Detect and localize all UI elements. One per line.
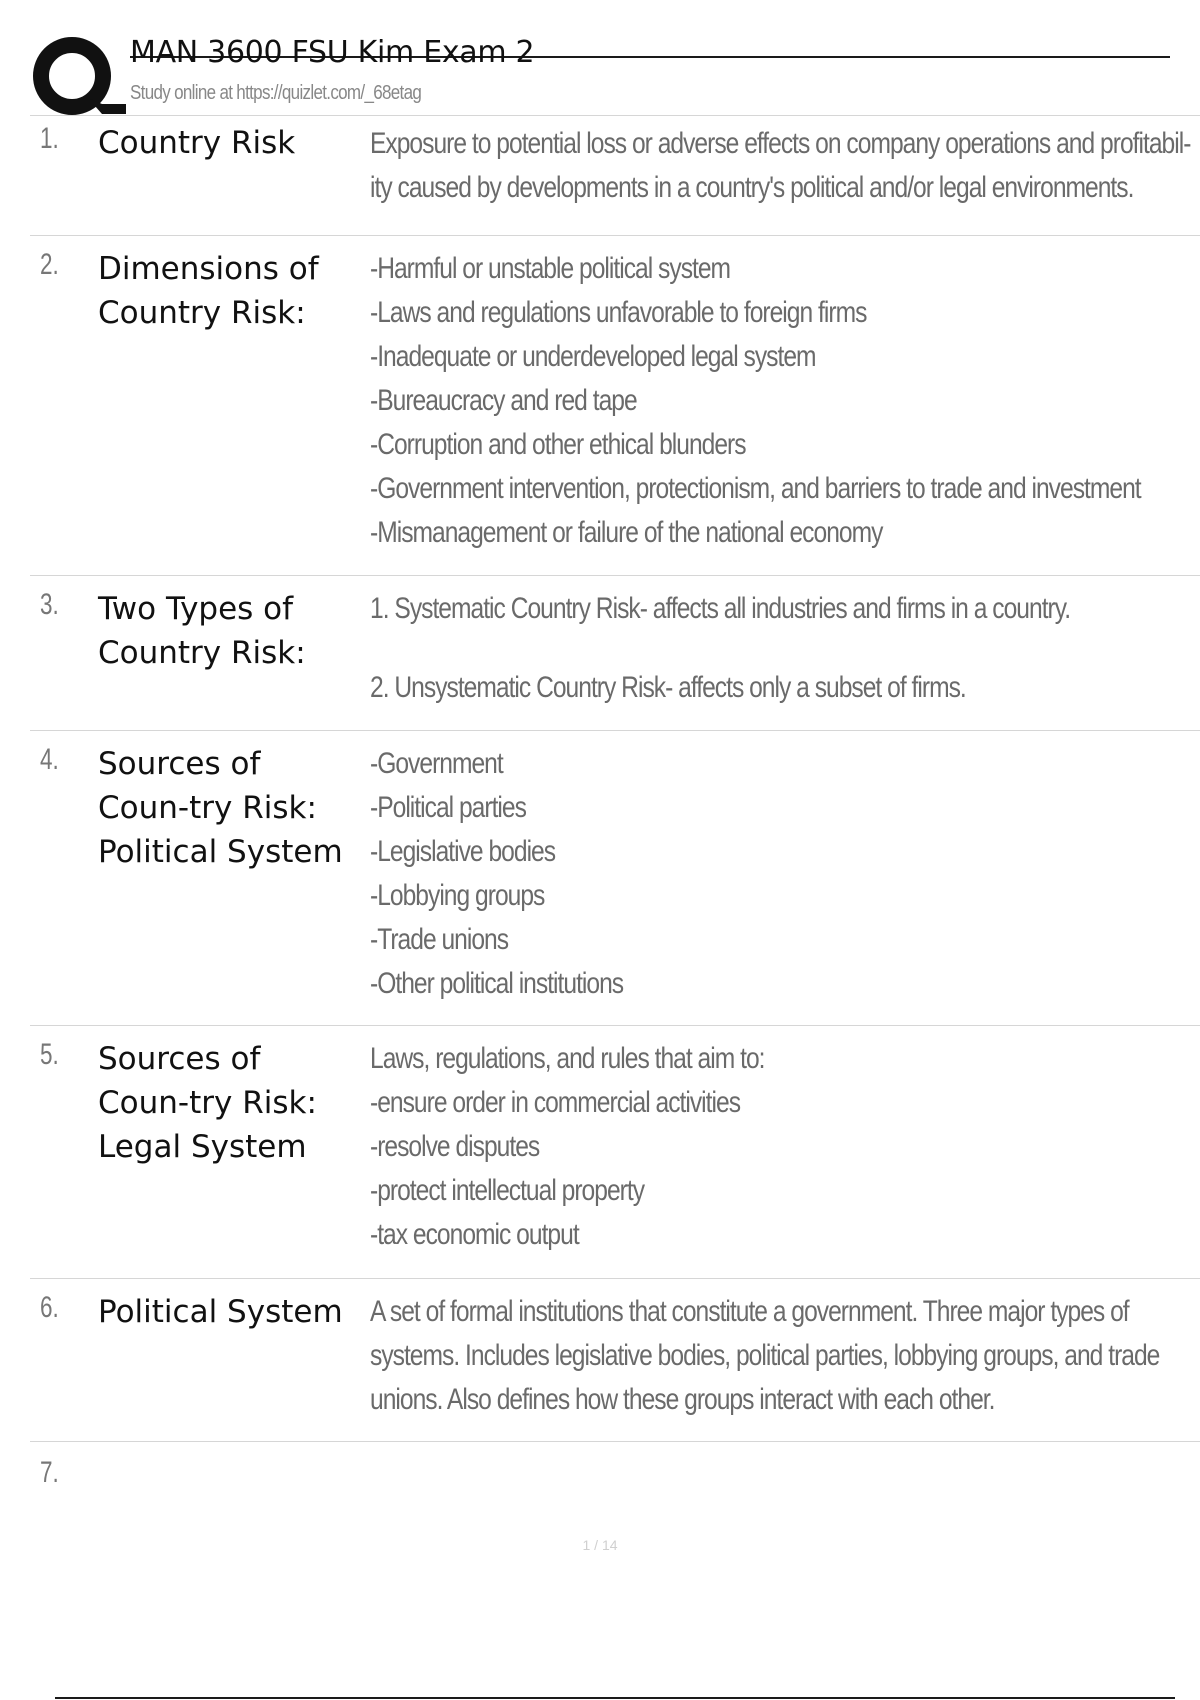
definition-line: unions. Also defines how these groups interact with each other.	[370, 1383, 995, 1416]
card-number: 6.	[40, 1291, 59, 1324]
card-number: 7.	[40, 1456, 59, 1489]
document-title: MAN 3600 FSU Kim Exam 2	[130, 35, 535, 70]
definition-line: -protect intellectual property	[370, 1174, 645, 1207]
definition-line: 2. Unsystematic Country Risk- affects only a subset of firms.	[370, 671, 966, 704]
flashcard-row	[30, 576, 1200, 731]
card-term: Sources of Coun-try Risk: Legal System	[98, 1041, 317, 1165]
flashcard-row	[30, 1026, 1200, 1279]
page-indicator: 1 / 14	[582, 1537, 618, 1553]
flashcard-row	[30, 1442, 1200, 1542]
card-definition	[370, 1290, 1190, 1422]
card-number: 4.	[40, 743, 59, 776]
definition-line: -Corruption and other ethical blunders	[370, 428, 746, 461]
definition-line: -Government intervention, protectionism, and barriers to trade and investment	[370, 472, 1141, 505]
card-term: Country Risk	[98, 125, 296, 161]
definition-line: -tax economic output	[370, 1218, 579, 1251]
card-term: Dimensions of Country Risk:	[98, 251, 319, 331]
definition-line: -Laws and regulations unfavorable to foreign firms	[370, 296, 867, 329]
quizlet-logo-icon	[30, 34, 140, 122]
definition-line: -Other political institutions	[370, 967, 624, 1000]
definition-line: -Inadequate or underdeveloped legal system	[370, 340, 816, 373]
footer-divider	[55, 1697, 1175, 1699]
definition-line: -ensure order in commercial activities	[370, 1086, 741, 1119]
definition-line: -Legislative bodies	[370, 835, 556, 868]
definition-line: -Harmful or unstable political system	[370, 252, 731, 285]
definition-line: -Mismanagement or failure of the national economy	[370, 516, 883, 549]
flashcard-row	[30, 731, 1200, 1026]
card-definition	[370, 587, 1190, 710]
definition-line: systems. Includes legislative bodies, political parties, lobbying groups, and trade	[370, 1339, 1160, 1372]
definition-line: -resolve disputes	[370, 1130, 540, 1163]
card-number: 1.	[40, 122, 59, 155]
document-header	[30, 30, 1170, 120]
card-term: Two Types of Country Risk:	[98, 591, 306, 671]
flashcard-row	[30, 1279, 1200, 1442]
flashcard-row	[30, 116, 1200, 236]
flashcard-row	[30, 236, 1200, 576]
definition-line: ity caused by developments in a country's political and/or legal environments.	[370, 171, 1134, 204]
card-definition	[370, 247, 1190, 555]
card-definition	[370, 122, 1190, 210]
study-link-text[interactable]: Study online at https://quizlet.com/_68etag	[130, 82, 422, 104]
definition-line: 1. Systematic Country Risk- affects all industries and firms in a country.	[370, 592, 1071, 625]
definition-line: Exposure to potential loss or adverse effects on company operations and profitabil-	[370, 127, 1191, 160]
card-definition	[370, 742, 1190, 1006]
card-number: 5.	[40, 1038, 59, 1071]
definition-line: -Trade unions	[370, 923, 509, 956]
card-term: Political System	[98, 1294, 343, 1330]
definition-line: -Government	[370, 747, 503, 780]
card-term: Sources of Coun-try Risk: Political System	[98, 746, 343, 870]
definition-line: -Bureaucracy and red tape	[370, 384, 637, 417]
flashcard-list	[30, 116, 1200, 1542]
card-definition	[370, 1037, 1190, 1257]
card-number: 3.	[40, 588, 59, 621]
definition-line: -Political parties	[370, 791, 526, 824]
definition-line: -Lobbying groups	[370, 879, 545, 912]
definition-line: Laws, regulations, and rules that aim to:	[370, 1042, 765, 1075]
card-number: 2.	[40, 248, 59, 281]
definition-line: A set of formal institutions that constitute a government. Three major types of	[370, 1295, 1129, 1328]
